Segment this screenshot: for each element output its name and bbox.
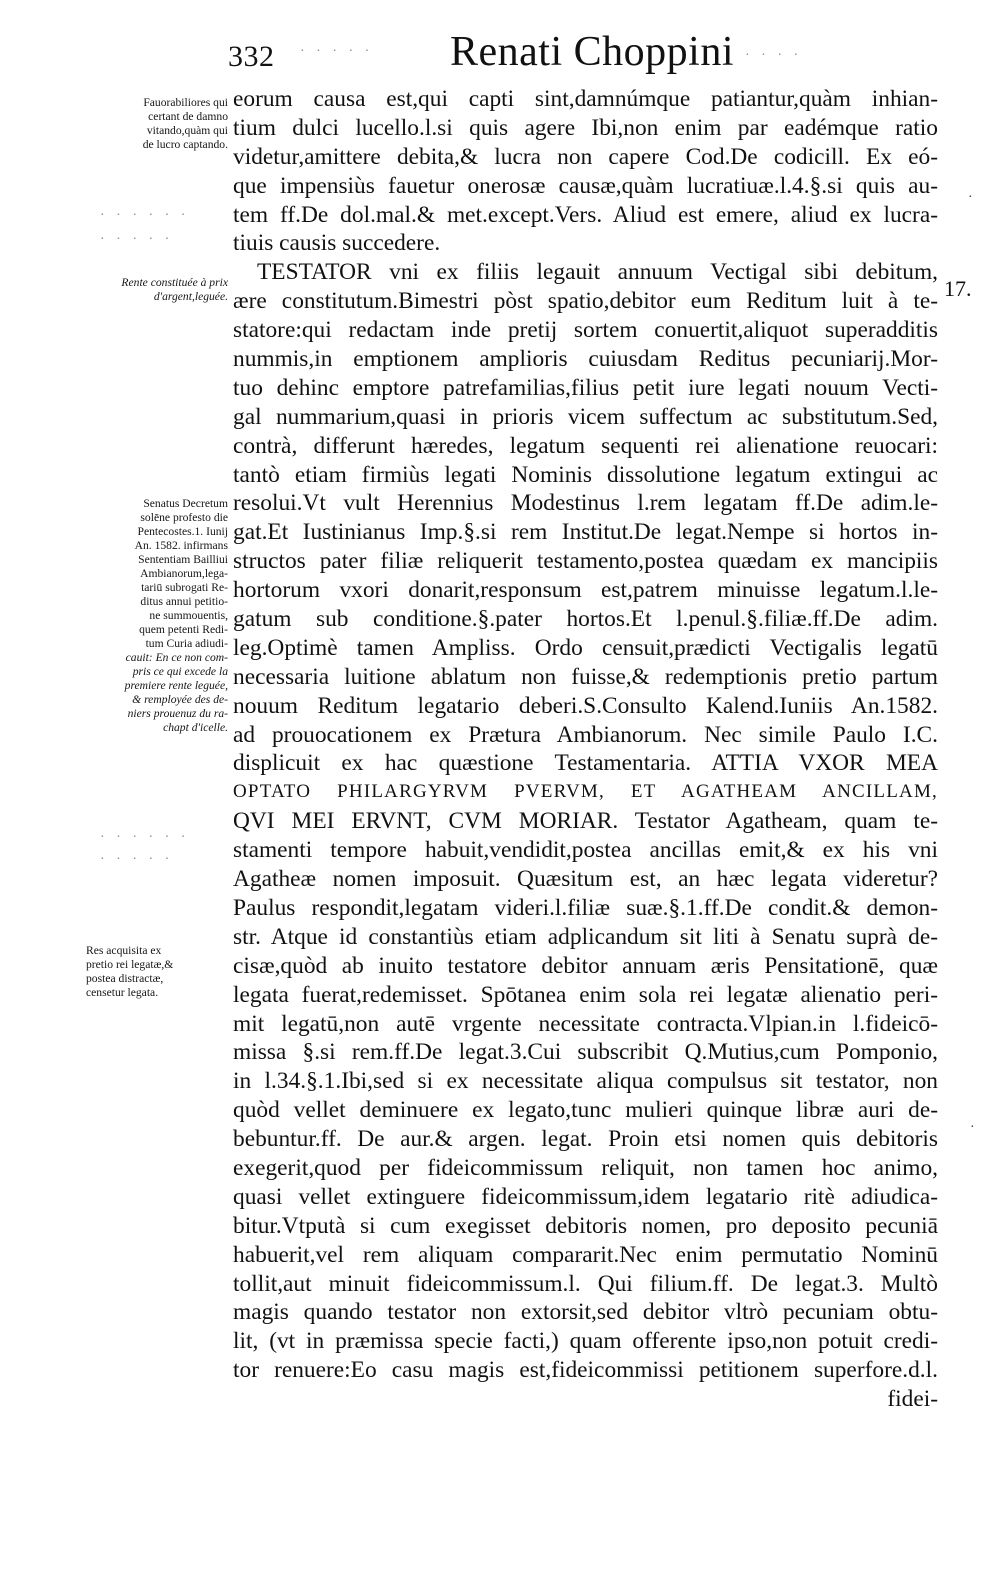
sidenote-rente bbox=[80, 276, 228, 304]
text-line: ad prouocationem ex Prætura Ambianorum. Nec simile Paulo I.C. bbox=[233, 721, 938, 748]
sidenote-line: postea distractæ, bbox=[86, 972, 164, 985]
text-line: gat.Et Iustinianus Imp.§.si rem Institut.De legat.Nempe si hortos in- bbox=[233, 519, 938, 546]
text-line: gatum sub conditione.§.pater hortos.Et l.penul.§.filiæ.ff.De adim. bbox=[233, 606, 938, 633]
text-line: tuo dehinc emptore patrefamilias,filius petit iure legati nouum Vecti- bbox=[233, 374, 938, 401]
text-line: bebuntur.ff. De aur.& argen. legat. Proin etsi nomen quis debitoris bbox=[233, 1126, 938, 1153]
text-line: quasi vellet extinguere fideicommissum,idem legatario ritè adiudica- bbox=[233, 1183, 938, 1210]
text-line: legata fuerat,redemisset. Spōtanea enim sola rei legatæ alienatio peri- bbox=[233, 981, 938, 1008]
sidenote-line: ditus annui petitio- bbox=[140, 595, 228, 608]
sidenote-line: Fauorabiliores qui bbox=[143, 96, 228, 109]
text-line: exegerit,quod per fideicommissum reliquit, non tamen hoc animo, bbox=[233, 1154, 938, 1181]
sidenote-line: pretio rei legatæ,& bbox=[86, 958, 174, 971]
text-line: tem ff.De dol.mal.& met.except.Vers. Aliud est emere, aliud ex lucra- bbox=[233, 201, 938, 228]
text-line: bitur.Vtputà si cum exegisset debitoris nomen, pro deposito pecuniā bbox=[233, 1212, 938, 1239]
text-line: Agatheæ nomen imposuit. Quæsitum est, an hæc legata videretur? bbox=[233, 866, 938, 893]
text-line: eorum causa est,qui capti sint,damnúmque patiantur,quàm inhian- bbox=[233, 86, 938, 112]
text-line: QVI MEI ERVNT, CVM MORIAR. Testator Agatheam, quam te- bbox=[233, 808, 938, 835]
faint-bleedthrough: · · · · · bbox=[300, 44, 374, 59]
sidenote-line: An. 1582. infirmans bbox=[134, 539, 228, 552]
sidenote-line: Ambianorum,lega- bbox=[140, 567, 228, 580]
text-line: displicuit ex hac quæstione Testamentaria. ATTIA VXOR MEA bbox=[233, 750, 938, 777]
sidenote-line: Rente constituée à prix bbox=[121, 276, 228, 289]
text-line: videtur,amittere debita,& lucra non capere Cod.De codicill. Ex eó- bbox=[233, 143, 938, 170]
text-line: necessaria luitione ablatum non fuisse,& redemptionis pretio partum bbox=[233, 663, 938, 690]
faint-bleedthrough: · · · · bbox=[745, 48, 803, 63]
faint-bleedthrough: · bbox=[968, 190, 973, 205]
sidenote-line: d'argent,leguée. bbox=[153, 290, 228, 303]
sidenote-line: Pentecostes.1. Iunij bbox=[137, 525, 228, 538]
sidenote-line: de lucro captando. bbox=[142, 138, 228, 151]
text-line: tollit,aut minuit fideicommissum.l. Qui filium.ff. De legat.3. Multò bbox=[233, 1270, 938, 1297]
text-line: TESTATOR vni ex filiis legauit annuum Vectigal sibi debitum, bbox=[257, 259, 938, 286]
sidenote-line: tariū subrogati Re- bbox=[141, 581, 228, 594]
catchword: fidei- bbox=[887, 1386, 938, 1413]
text-line: lit, (vt in præmissa specie facti,) quam offerente ipso,non potuit credi- bbox=[233, 1328, 938, 1355]
text-line: contrà, differunt hæredes, legatum sequenti rei alienatione reuocari: bbox=[233, 432, 938, 459]
faint-bleedthrough: · · · · · · bbox=[100, 830, 190, 845]
sidenote-line: pris ce qui excede la bbox=[132, 665, 228, 678]
faint-bleedthrough: · bbox=[970, 1120, 975, 1135]
sidenote-line: & remployée des de- bbox=[132, 693, 228, 706]
sidenote-line: solēne profesto die bbox=[140, 511, 228, 524]
page-header bbox=[0, 22, 1000, 82]
sidenote-line: certant de damno bbox=[148, 110, 228, 123]
sidenote-line: Sententiam Bailliui bbox=[138, 553, 228, 566]
text-line: hortorum vxori donarit,responsum est,patrem minuisse legatum.l.le- bbox=[233, 577, 938, 604]
text-line: que impensiùs fauetur onerosæ causæ,quàm lucratiuæ.l.4.§.si quis au- bbox=[233, 172, 938, 199]
sidenote-senatus-decretum bbox=[80, 497, 228, 735]
text-line: tantò etiam firmiùs legati Nominis dissolutione legatum extingui ac bbox=[233, 461, 938, 488]
text-line: nummis,in emptionem amplioris cuiusdam Reditus pecuniarij.Mor- bbox=[233, 346, 938, 373]
text-line: quòd vellet deminuere ex legato,tunc mulieri quinque libræ auri de- bbox=[233, 1097, 938, 1124]
text-line: mit legatū,non autē vrgente necessitate contracta.Vlpian.in l.fideicō- bbox=[233, 1010, 938, 1037]
text-line: ære constitutum.Bimestri pòst spatio,debitor eum Reditum luit à te- bbox=[233, 288, 938, 315]
text-line: tiuis causis succedere. bbox=[233, 230, 441, 257]
text-line: statore:qui redactam inde pretij sortem conuertit,aliquot superadditis bbox=[233, 317, 938, 344]
sidenote-line: quem petenti Redi- bbox=[139, 623, 228, 636]
sidenote-line: niers prouenuz du ra- bbox=[127, 707, 228, 720]
text-line: habuerit,vel rem aliquam compararit.Nec enim permutatio Nominū bbox=[233, 1241, 938, 1268]
text-line: tor renuere:Eo casu magis est,fideicommissi petitionem superfore.d.l. bbox=[233, 1357, 938, 1384]
text-line: str. Atque id constantiùs etiam adplicandum sit liti à Senatu suprà de- bbox=[233, 923, 938, 950]
sidenote-line: Senatus Decretum bbox=[143, 497, 228, 510]
sidenote-res-acquisita bbox=[86, 944, 234, 1000]
sidenote-line: chapt d'icelle. bbox=[163, 721, 228, 734]
text-line: magis quando testator non extorsit,sed debitor vltrò pecuniam obtu- bbox=[233, 1299, 938, 1326]
text-line: resolui.Vt vult Herennius Modestinus l.rem legatam ff.De adim.le- bbox=[233, 490, 938, 517]
faint-bleedthrough: · · · · · bbox=[100, 852, 174, 867]
text-line: structos pater filiæ reliquerit testamento,postea quædam ex mancipiis bbox=[233, 548, 938, 575]
sidenote-line: vitando,quàm qui bbox=[146, 124, 228, 137]
marginal-paragraph-number: 17. bbox=[944, 276, 972, 301]
page-number: 332 bbox=[228, 40, 275, 73]
text-line: Paulus respondit,legatam videri.l.filiæ suæ.§.1.ff.De condit.& demon- bbox=[233, 894, 938, 921]
running-head: Renati Choppini bbox=[450, 29, 734, 75]
text-line: nouum Reditum legatario deberi.S.Consulto Kalend.Iuniis An.1582. bbox=[233, 692, 938, 719]
main-text bbox=[233, 85, 938, 1414]
sidenote-line: censetur legata. bbox=[86, 986, 159, 999]
faint-bleedthrough: · · · · · bbox=[100, 232, 174, 247]
sidenote-line: tum Curia adiudi- bbox=[145, 637, 228, 650]
text-line: gal nummarium,quasi in prioris vicem suffectum ac substitutum.Sed, bbox=[233, 403, 938, 430]
text-line: tium dulci lucello.l.si quis agere Ibi,non enim par eadémque ratio bbox=[233, 114, 938, 141]
sidenote-line: Res acquisita ex bbox=[86, 944, 162, 957]
sidenote-damno bbox=[80, 96, 228, 152]
sidenote-line: cauit: En ce non com- bbox=[125, 651, 228, 664]
sidenote-line: premiere rente leguée, bbox=[124, 679, 228, 692]
text-line: cisæ,quòd ab inuito testatore debitor annuam æris Pensitationē, quæ bbox=[233, 952, 938, 979]
text-line: in l.34.§.1.Ibi,sed si ex necessitate aliqua compulsus sit testator, non bbox=[233, 1068, 938, 1095]
text-line: leg.Optimè tamen Ampliss. Ordo censuit,prædicti Vectigalis legatū bbox=[233, 634, 938, 661]
text-line: missa §.si rem.ff.De legat.3.Cui subscribit Q.Mutius,cum Pomponio, bbox=[233, 1039, 938, 1066]
text-line: OPTATO PHILARGYRVM PVERVM, ET AGATHEAM ANCILLAM, bbox=[233, 781, 938, 803]
sidenote-line: ne summouentis, bbox=[149, 609, 228, 622]
text-line: stamenti tempore habuit,vendidit,postea ancillas emit,& ex his vni bbox=[233, 837, 938, 864]
faint-bleedthrough: · · · · · · bbox=[100, 208, 190, 223]
